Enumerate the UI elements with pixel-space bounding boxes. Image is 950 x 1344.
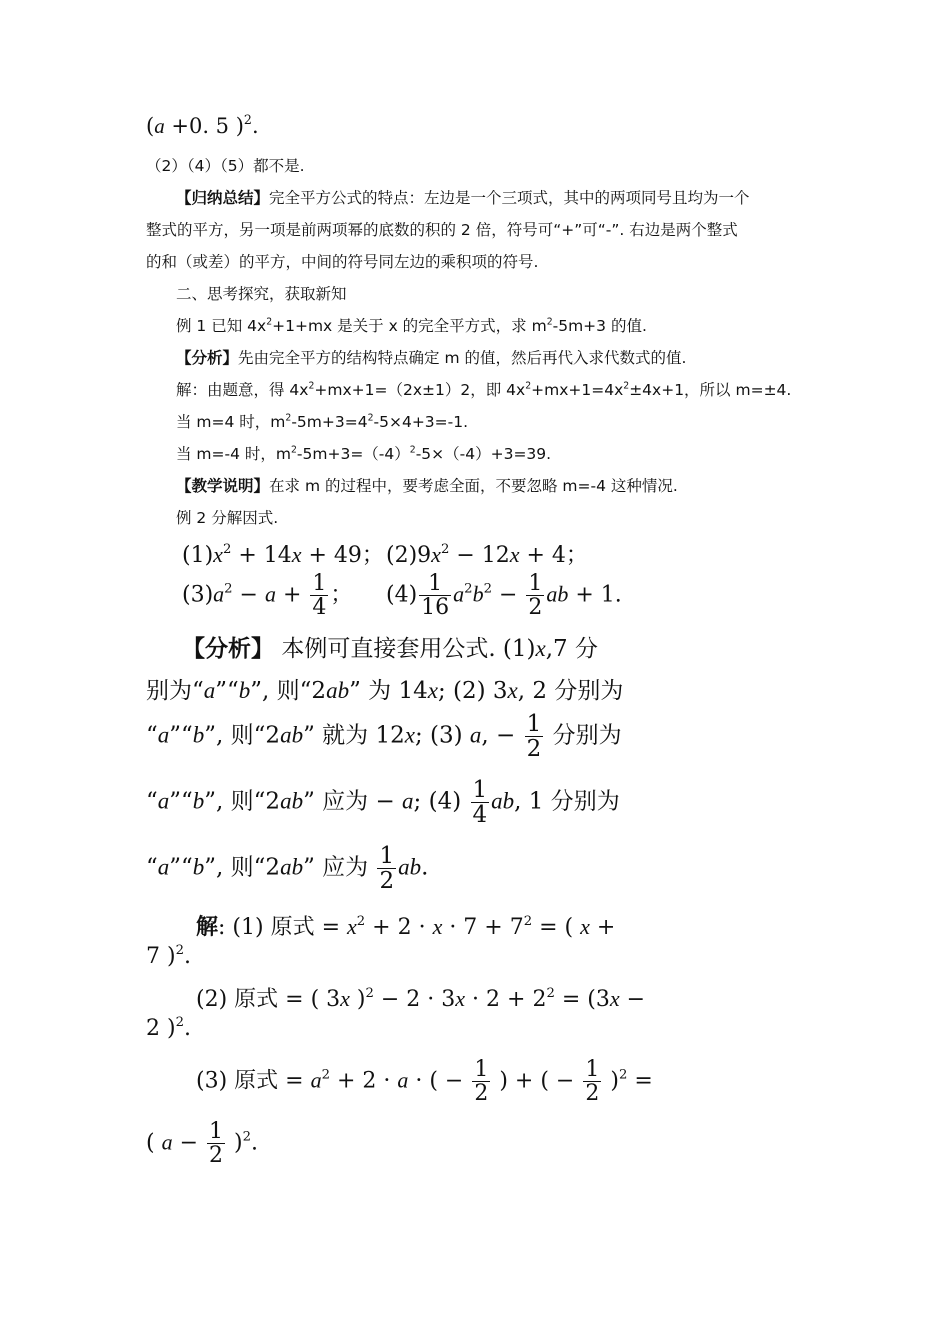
var: b: [192, 788, 205, 814]
text: ”“: [169, 788, 193, 815]
text: +1+mx 是关于 x 的完全平方式，求 m: [272, 317, 547, 335]
line-3: [176, 186, 750, 208]
text: =: [627, 1068, 653, 1094]
var: a: [397, 1067, 409, 1093]
text: .: [183, 944, 191, 969]
text: 完全平方公式的特点：左边是一个三项式，其中的两项同号且均为一个: [269, 189, 750, 207]
text: − 12: [449, 543, 510, 568]
var: a: [402, 788, 414, 814]
exponent: 2: [440, 541, 450, 557]
var: b: [192, 854, 205, 880]
text: ；: [330, 582, 353, 608]
analysis-2-line-3: [146, 712, 622, 761]
exponent: 2: [367, 412, 374, 424]
line-4: 整式的平方，另一项是前两项幂的底数的积的 2 倍，符号可“+”可“-”. 右边是两个整式: [146, 221, 738, 239]
var: ab: [280, 722, 304, 748]
var: ab: [280, 854, 304, 880]
exponent: 2: [243, 112, 252, 128]
label: (1): [182, 543, 214, 568]
numerator: 1: [379, 843, 395, 869]
text: +: [275, 582, 309, 608]
text: ” 就为 12: [303, 722, 405, 749]
text: 在求 m 的过程中，要考虑全面，不要忽略 m=-4 这种情况.: [269, 477, 678, 495]
var: x: [431, 542, 441, 567]
fraction: [525, 712, 544, 761]
exponent: 2: [291, 444, 297, 456]
numerator: 1: [526, 711, 542, 737]
var: a: [154, 114, 165, 138]
var: x: [507, 678, 518, 703]
teaching-tag: 【教学说明】: [176, 477, 270, 495]
exponent: 2: [546, 985, 555, 1001]
text: = (: [532, 915, 581, 940]
text: 当 m=-4 时，m: [176, 445, 291, 463]
analysis-tag: 【分析】: [176, 349, 239, 367]
denominator: 4: [472, 802, 488, 829]
text: (3) 原式 =: [196, 1068, 311, 1094]
denominator: 2: [528, 595, 543, 621]
fraction: [419, 572, 451, 619]
exponent: 2: [365, 985, 374, 1001]
text: (: [146, 1130, 162, 1156]
numerator: 1: [312, 571, 327, 596]
exercise-3: [182, 572, 352, 619]
text: 例 1 已知 4x: [176, 317, 267, 335]
text: ”, 则“2: [250, 678, 327, 704]
numerator: 1: [209, 1119, 223, 1144]
text: ”“: [215, 678, 239, 704]
exponent: 2: [523, 913, 533, 929]
fraction: [472, 1058, 490, 1105]
text: +mx+1=（2x±1）2，即 4x: [314, 381, 526, 399]
solution-2-line-4: [146, 1016, 191, 1041]
fraction: [583, 1058, 601, 1105]
var: x: [427, 678, 438, 703]
var: x: [609, 986, 620, 1011]
exercise-4: [386, 572, 622, 619]
line-5: 的和（或差）的平方，中间的符号同左边的乘积项的符号.: [146, 253, 539, 271]
text: ”, 则“2: [204, 788, 281, 815]
var: a: [203, 678, 216, 703]
exponent: 2: [175, 1014, 184, 1030]
text: +: [589, 915, 616, 940]
var: a: [213, 581, 225, 607]
text: (2) 原式 = ( 3: [196, 987, 341, 1012]
exponent: 2: [618, 1067, 628, 1083]
text: -5m+3=（-4）: [296, 445, 410, 463]
text: , 2 分别为: [517, 678, 624, 704]
var: ab: [491, 788, 515, 814]
text: ): [603, 1068, 619, 1094]
var: b: [192, 722, 205, 748]
text: 先由完全平方的结构特点确定 m 的值，然后再代入求代数式的值.: [238, 349, 687, 367]
text: , −: [481, 722, 523, 749]
text: ,7 分: [545, 636, 598, 662]
text: .: [421, 854, 429, 881]
exponent: 2: [242, 1129, 251, 1145]
text: “: [146, 788, 158, 815]
text: .: [250, 1130, 258, 1156]
fraction: [471, 778, 490, 827]
var: x: [291, 542, 302, 567]
text: −: [232, 582, 265, 608]
analysis-2-line-2: [146, 672, 623, 705]
text: − 2 · 3: [373, 987, 456, 1012]
text: ): [349, 987, 366, 1012]
section-heading: 二、思考探究，获取新知: [176, 285, 347, 303]
exponent: 2: [483, 581, 492, 597]
summary-tag: 【归纳总结】: [176, 189, 270, 207]
numerator: 1: [474, 1057, 489, 1082]
solution-2-line-6: [146, 1120, 258, 1167]
exponent: 2: [321, 1067, 330, 1083]
denominator: 2: [585, 1081, 600, 1107]
solution-tag: 解: [196, 915, 219, 940]
numerator: 1: [585, 1057, 600, 1082]
text: , 1 分别为: [514, 788, 620, 815]
label: (4): [386, 582, 418, 608]
text: ; (4): [413, 788, 469, 815]
analysis-2-line-1: [182, 630, 598, 663]
exponent: 2: [285, 412, 292, 424]
numerator: 1: [419, 572, 451, 596]
text: + 49；: [301, 543, 384, 568]
analysis-2-line-5: [146, 844, 428, 893]
text: +mx+1=4x: [531, 381, 624, 399]
text: + 14: [231, 543, 292, 568]
text: : (1) 原式 =: [218, 915, 347, 940]
denominator: 2: [474, 1081, 489, 1107]
text: ): [227, 1130, 243, 1156]
analysis-2-line-4: [146, 778, 620, 827]
var: x: [432, 914, 443, 939]
text: “: [146, 722, 158, 749]
exponent: 2: [266, 316, 273, 328]
denominator: 4: [312, 595, 327, 621]
text: ” 应为: [303, 854, 376, 881]
text: + 4；: [519, 543, 588, 568]
denominator: 2: [209, 1143, 223, 1169]
exponent: 2: [546, 316, 553, 328]
text: .: [251, 114, 259, 138]
text: +0. 5 ): [164, 114, 244, 138]
text: ” 应为 −: [303, 788, 403, 815]
line-1: [146, 114, 259, 139]
var: x: [580, 914, 590, 939]
label: (3): [182, 582, 214, 608]
text: 别为“: [146, 678, 204, 704]
fraction: [377, 844, 396, 893]
exercise-2: [386, 538, 588, 569]
var: b: [472, 581, 484, 607]
label: (2): [386, 543, 418, 568]
line-2: （2）（4）（5）都不是.: [146, 157, 305, 175]
fraction: [526, 572, 544, 619]
text: -5m+3 的值.: [552, 317, 647, 335]
text: −: [172, 1130, 205, 1156]
text: · 2 + 2: [465, 987, 547, 1012]
numerator: 1: [528, 571, 543, 596]
exponent: 2: [224, 581, 233, 597]
text: ; (2) 3: [437, 678, 508, 704]
exponent: 2: [623, 380, 630, 392]
denominator: 2: [379, 868, 395, 895]
text: 2 ): [146, 1016, 176, 1041]
var: x: [213, 542, 223, 567]
text: ±4x+1，所以 m=±4.: [629, 381, 792, 399]
var: ab: [546, 581, 569, 607]
text: ”, 则“2: [204, 854, 281, 881]
var: x: [535, 636, 546, 661]
exponent: 2: [525, 380, 532, 392]
fraction: [310, 572, 328, 619]
text: (: [146, 114, 155, 138]
analysis-1: [176, 346, 686, 368]
denominator: 16: [421, 595, 450, 621]
example-2: 例 2 分解因式.: [176, 509, 279, 527]
case-m-neg4: [176, 442, 551, 464]
var: a: [310, 1067, 322, 1093]
text: · 7 + 7: [442, 915, 524, 940]
teaching-note: [176, 474, 678, 496]
text: ”“: [169, 854, 193, 881]
text: -5×（-4）+3=39.: [415, 445, 552, 463]
var: ab: [398, 854, 422, 880]
var: a: [157, 854, 170, 880]
var: a: [453, 581, 465, 607]
text: 本例可直接套用公式. (1): [281, 636, 536, 662]
solution-2-line-1: [196, 910, 615, 941]
var: a: [264, 581, 276, 607]
text: 当 m=4 时，m: [176, 413, 286, 431]
var: a: [161, 1129, 173, 1155]
solution-2-line-3: [196, 982, 645, 1013]
text: + 2 ·: [365, 915, 433, 940]
text: = (3: [554, 987, 610, 1012]
solution-1: [176, 378, 791, 400]
text: 解：由题意，得 4x: [176, 381, 309, 399]
exponent: 2: [222, 541, 232, 557]
exponent: 2: [308, 380, 315, 392]
text: ) + ( −: [492, 1068, 582, 1094]
var: x: [404, 722, 415, 748]
text: −: [491, 582, 525, 608]
text: · ( −: [408, 1068, 471, 1094]
var: ab: [326, 678, 350, 703]
denominator: 2: [526, 736, 542, 763]
text: + 2 ·: [329, 1068, 398, 1094]
text: -5m+3=4: [291, 413, 368, 431]
example-1: [176, 314, 647, 336]
text: −: [619, 987, 646, 1012]
text: -5×4+3=-1.: [373, 413, 469, 431]
var: x: [455, 986, 466, 1011]
var: a: [157, 788, 170, 814]
var: x: [340, 986, 350, 1011]
var: x: [347, 914, 357, 939]
text: “: [146, 854, 158, 881]
exponent: 2: [175, 942, 184, 958]
text: 分别为: [545, 722, 622, 749]
text: .: [183, 1016, 191, 1041]
solution-2-line-2: [146, 944, 191, 969]
text: 9: [417, 543, 432, 568]
case-m-4: [176, 410, 468, 432]
text: 7 ): [146, 944, 176, 969]
fraction: [207, 1120, 225, 1167]
var: x: [509, 542, 520, 567]
exponent: 2: [464, 581, 473, 597]
text: ” 为 14: [349, 678, 428, 704]
text: + 1.: [568, 582, 622, 608]
var: ab: [280, 788, 304, 814]
analysis-tag: 【分析】: [182, 636, 274, 662]
var: b: [238, 678, 251, 703]
exponent: 2: [356, 913, 366, 929]
text: ; (3): [414, 722, 470, 749]
exercise-1: [182, 538, 384, 569]
var: a: [469, 722, 482, 748]
exponent: 2: [409, 444, 416, 456]
text: ”“: [169, 722, 193, 749]
numerator: 1: [472, 777, 488, 803]
solution-2-line-5: [196, 1058, 653, 1105]
var: a: [157, 722, 170, 748]
text: ”, 则“2: [204, 722, 281, 749]
